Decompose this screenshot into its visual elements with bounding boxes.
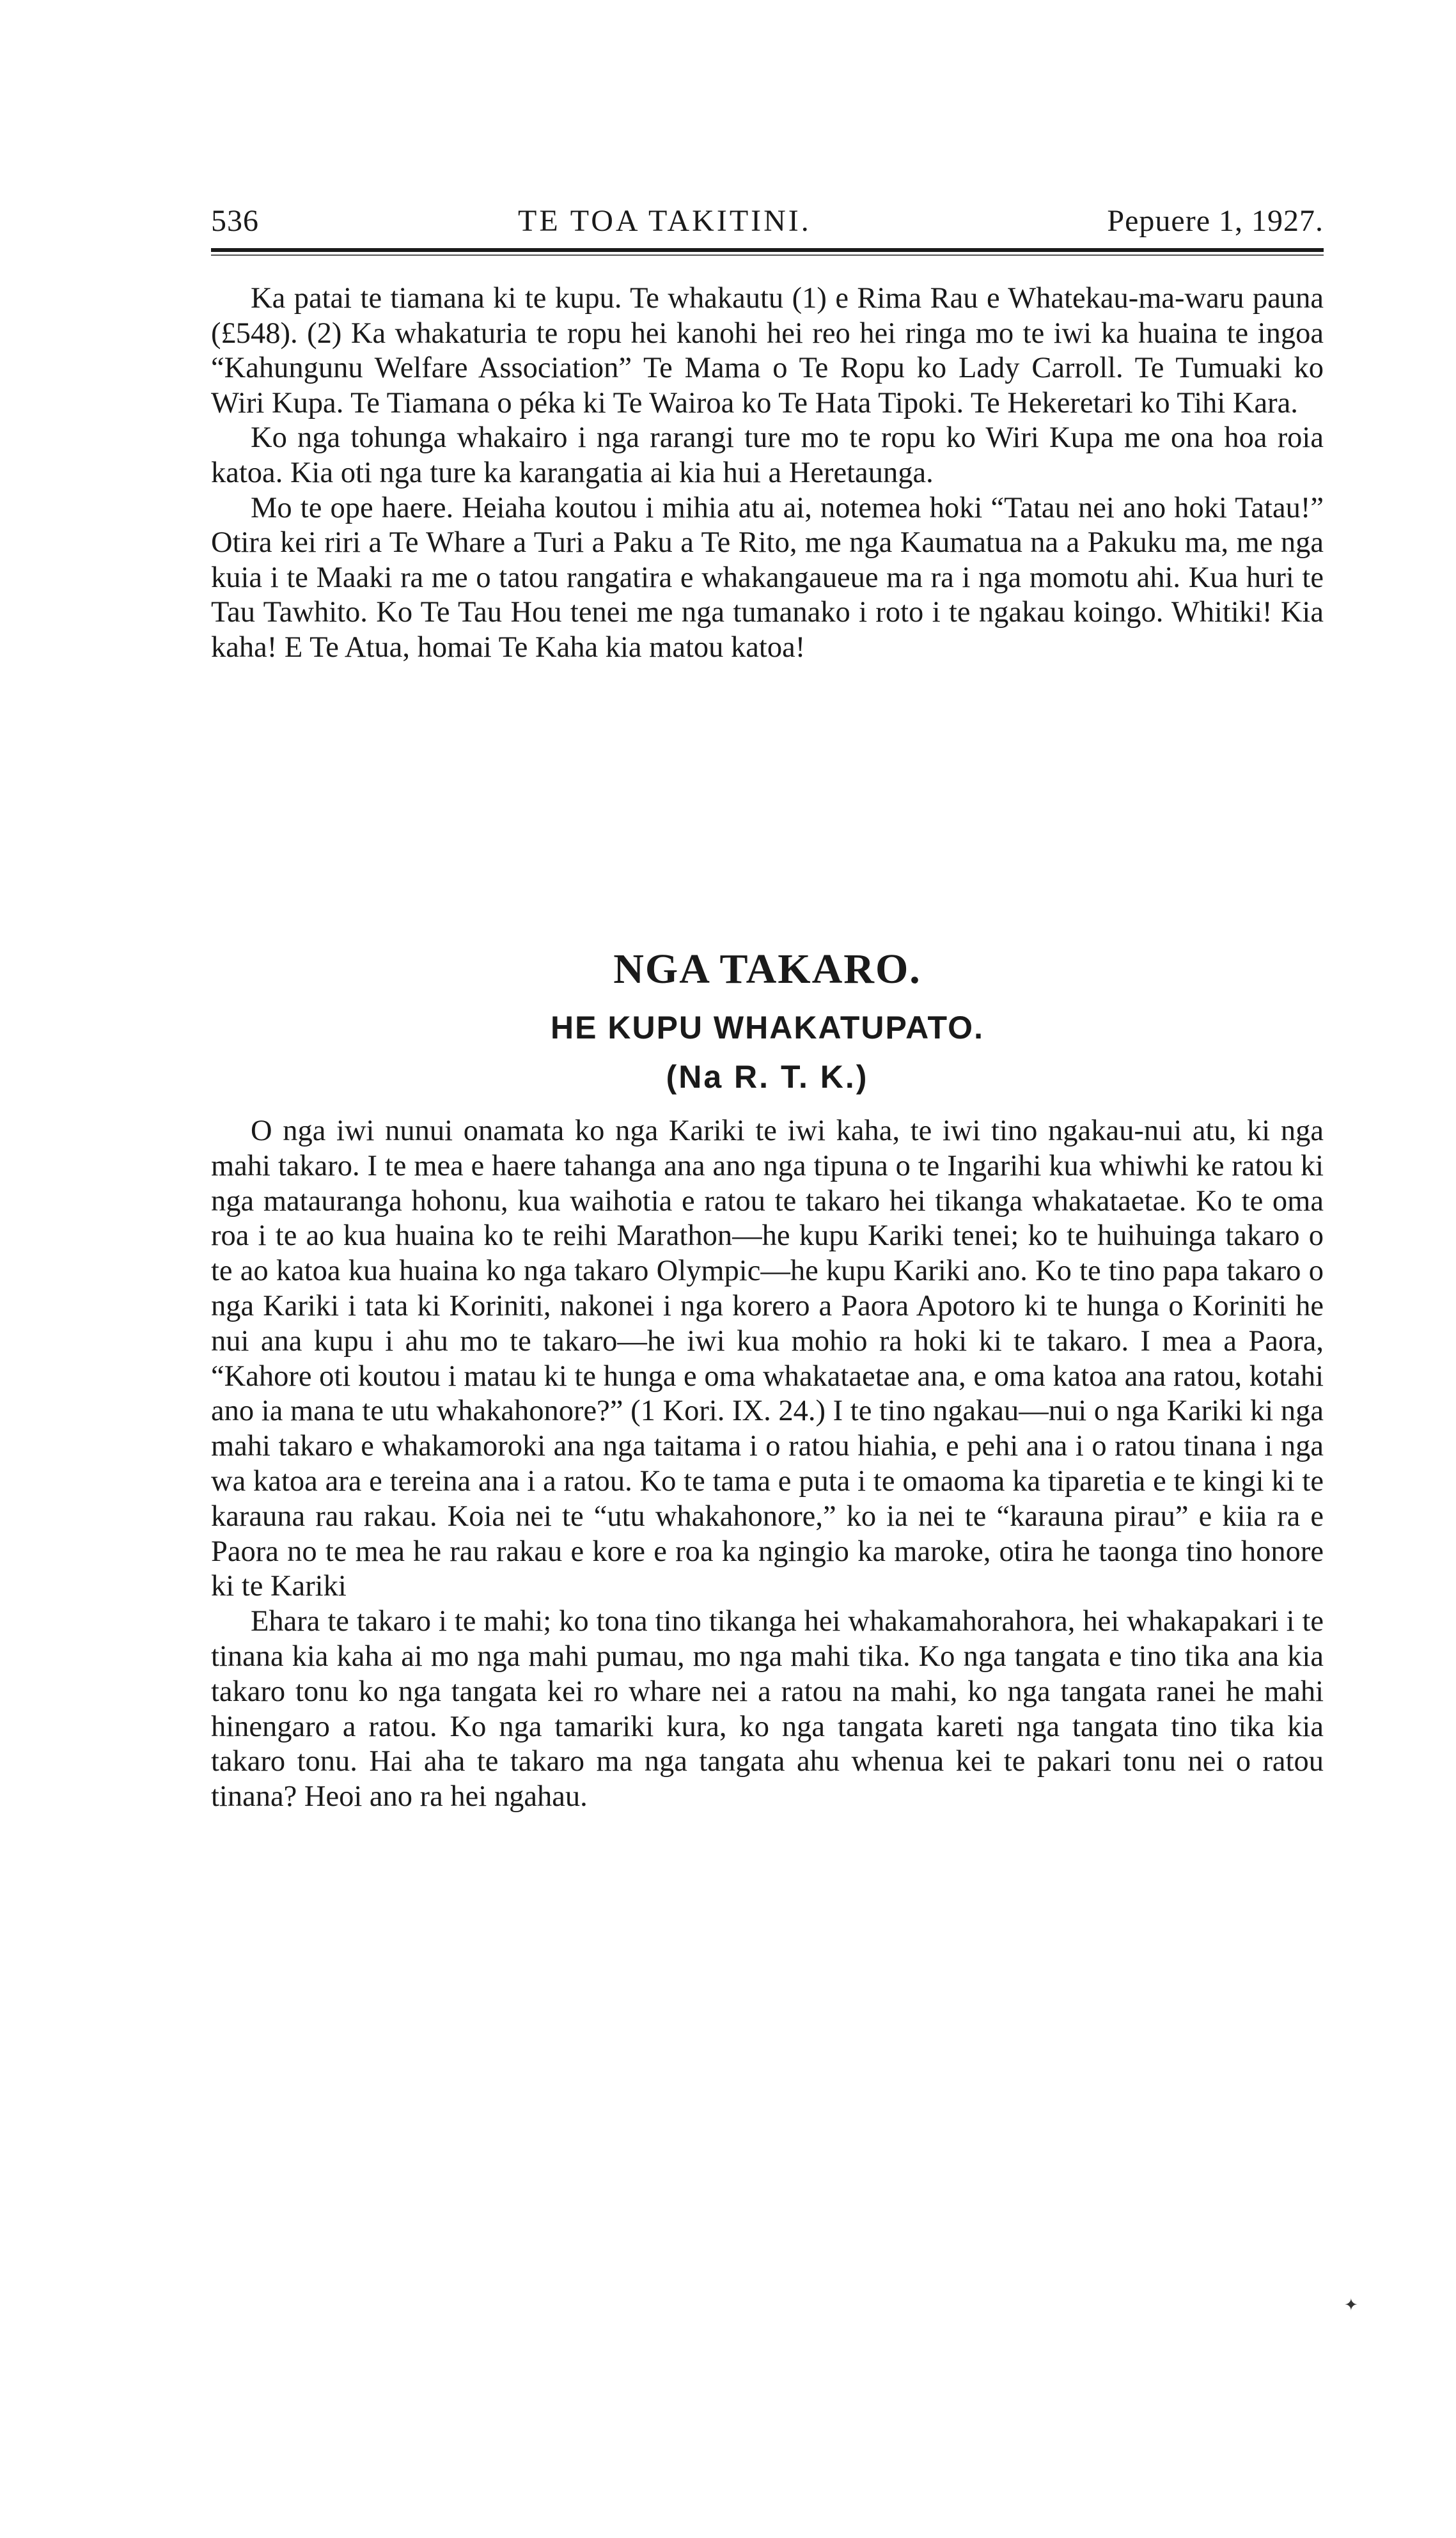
article-subtitle: HE KUPU WHAKATUPATO. <box>551 1010 984 1046</box>
article-title: NGA TAKARO. <box>613 946 921 992</box>
issue-date: Pepuere 1, 1927. <box>1107 204 1324 238</box>
publication-title: TE TOA TAKITINI. <box>518 204 811 238</box>
header-rule-thin <box>211 255 1324 256</box>
section-welfare-association <box>211 281 1324 666</box>
section-nga-takaro <box>211 1114 1324 1815</box>
article-byline: (Na R. T. K.) <box>666 1059 869 1095</box>
paragraph: Ehara te takaro i te mahi; ko tona tino tikanga hei whakamahorahora, hei whakapakari i te tinana kia kaha ai mo nga mahi pumau, mo nga mahi tika. Ko nga tangata e tino tika ana kia takaro tonu ko nga tangata kei ro whare nei a ratou na mahi, ko nga tangata ranei he mahi hinengaro a ratou. Ko nga tamariki kura, ko nga tangata kareti nga tangata tino tika kia takaro tonu. Hai aha te takaro ma nga tangata ahu whenua kei te pakari tonu nei o ratou tinana? Heoi ano ra hei ngahau. <box>211 1605 1324 1813</box>
running-header <box>211 203 1324 248</box>
paragraph: Ko nga tohunga whakairo i nga rarangi ture mo te ropu ko Wiri Kupa me ona hoa roia katoa. Kia oti nga ture ka karangatia ai kia hui a Heretaunga. <box>211 421 1324 489</box>
page-number: 536 <box>211 204 259 238</box>
paragraph: Ka patai te tiamana ki te kupu. Te whakautu (1) e Rima Rau e Whatekau-ma-waru pauna (£548). (2) Ka whakaturia te ropu hei kanohi hei reo hei ringa mo te iwi ka huaina te ingoa “Kahungunu Welfare Association” Te Mama o Te Ropu ko Lady Carroll. Te Tumuaki ko Wiri Kupa. Te Tiamana o péka ki Te Wairoa ko Te Hata Tipoki. Te Hekeretari ko Tihi Kara. <box>211 282 1324 419</box>
printer-mark: ✦ <box>1344 2296 1358 2314</box>
paragraph: O nga iwi nunui onamata ko nga Kariki te iwi kaha, te iwi tino ngakau-nui atu, ki nga mahi takaro. I te mea e haere tahanga ana ano nga tipuna o te Ingarihi kua whiwhi ke ratou ki nga matauranga hohonu, kua waihotia e ratou te takaro hei tikanga whakataetae. Ko te oma roa i te ao kua huaina ko te reihi Marathon—he kupu Kariki tenei; ko te huihuinga takaro o te ao katoa kua huaina ko nga takaro Olympic—he kupu Kariki ano. Ko te tino papa takaro o nga Kariki i tata ki Koriniti, nakonei i nga korero a Paora Apotoro ki te hunga o Koriniti he nui ana kupu i ahu mo te takaro—he iwi kua mohio ra hoki ki te takaro. I mea a Paora, “Kahore oti koutou i matau ki te hunga e oma whakataetae ana, e oma katoa ana ratou, kotahi ano ia mana te utu whakahonore?” (1 Kori. IX. 24.) I te tino ngakau—nui o nga Kariki ki nga mahi takaro e whakamoroki ana nga taitama i o ratou hiahia, e pehi ana i o ratou tinana i nga wa katoa ara e tereina ana i a ratou. Ko te tama e puta i te omaoma ka tiparetia e te kingi ki te karauna rau rakau. Koia nei te “utu whakahonore,” ko ia nei te “karauna pirau” e kiia ra e Paora no te mea he rau rakau e kore e roa ka ngingio ka maroke, otira he taonga tino honore ki te Kariki <box>211 1115 1324 1603</box>
paragraph: Mo te ope haere. Heiaha koutou i mihia atu ai, notemea hoki “Tatau nei ano hoki Tatau!” Otira kei riri a Te Whare a Turi a Paku a Te Rito, me nga Kaumatua na a Pakuku ma, me nga kuia i te Maaki ra me o tatou rangatira e whakangaueue ma ra i nga momotu ahi. Kua huri te Tau Tawhito. Ko Te Tau Hou tenei me nga tumanako i roto i te ngakau koingo. Whitiki! Kia kaha! E Te Atua, homai Te Kaha kia matou katoa! <box>211 491 1324 664</box>
header-rule-thick <box>211 248 1324 252</box>
